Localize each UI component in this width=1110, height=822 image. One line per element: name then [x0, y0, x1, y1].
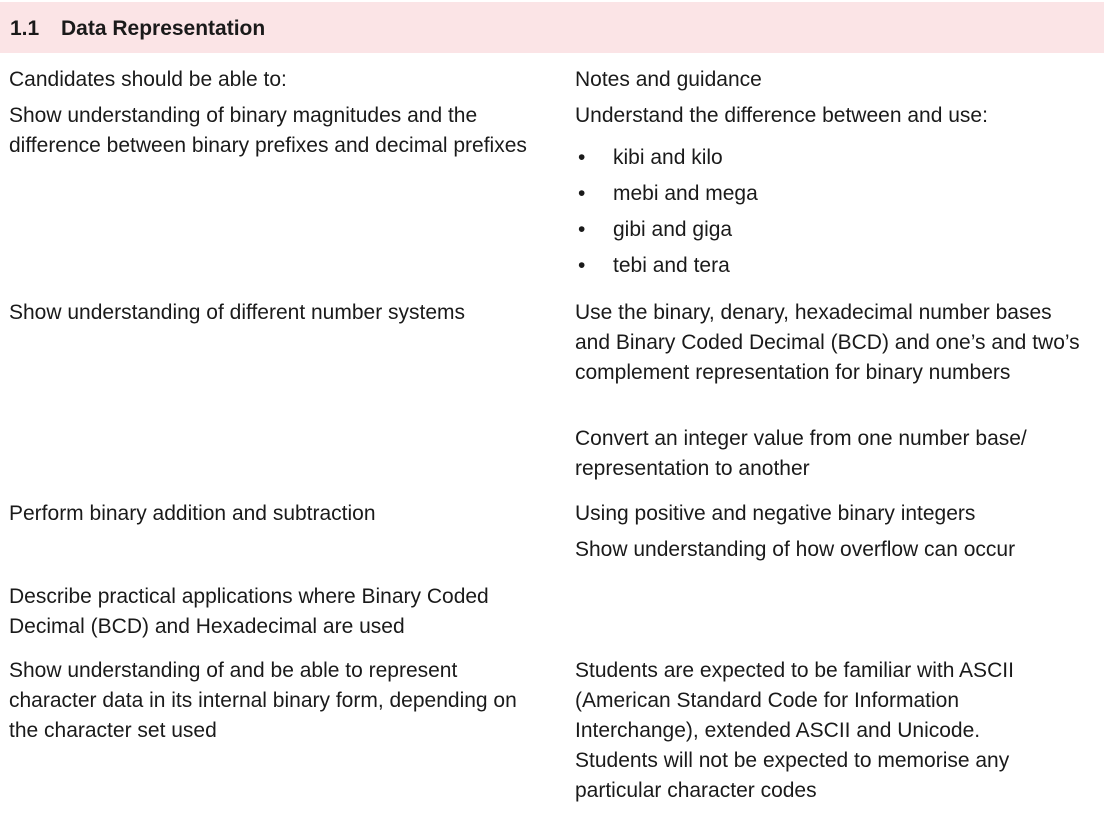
prefix-bullet-list — [575, 143, 758, 287]
section-number: 1.1 — [10, 17, 40, 40]
objective-binary-magnitudes: Show understanding of binary magnitudes and the difference between binary prefixes and decimal prefixes — [9, 104, 527, 157]
objective-bcd-hex-applications: Describe practical applications where Binary Coded Decimal (BCD) and Hexadecimal are used — [9, 585, 489, 638]
left-column-header: Candidates should be able to: — [9, 68, 287, 91]
right-column-header: Notes and guidance — [575, 68, 762, 91]
objective-number-systems: Show understanding of different number systems — [9, 301, 466, 324]
bullet-icon: • — [578, 182, 586, 205]
guidance-convert-integer: Convert an integer value from one number base/ representation to another — [575, 427, 1027, 480]
guidance-overflow: Show understanding of how overflow can occur — [575, 538, 1016, 561]
guidance-ascii-unicode: Students are expected to be familiar with ASCII (American Standard Code for Information Interchange), extended ASCII and Unicode. Students will not be expected to memorise any particular character codes — [575, 659, 1014, 802]
objective-binary-addition: Perform binary addition and subtraction — [9, 502, 376, 525]
objective-character-data: Show understanding of and be able to represent character data in its internal binary form, depending on the character set used — [9, 659, 517, 742]
list-item: • tebi and tera — [575, 251, 758, 287]
list-item: • gibi and giga — [575, 215, 758, 251]
bullet-icon: • — [578, 146, 586, 169]
guidance-number-bases: Use the binary, denary, hexadecimal number bases and Binary Coded Decimal (BCD) and one’s and two’s complement representation for binary numbers — [575, 301, 1080, 384]
section-title: Data Representation — [61, 17, 266, 40]
bullet-icon: • — [578, 254, 586, 277]
guidance-prefixes-intro: Understand the difference between and use: — [575, 104, 988, 127]
section-header — [0, 2, 1104, 53]
bullet-icon: • — [578, 218, 586, 241]
list-item: • kibi and kilo — [575, 143, 758, 179]
guidance-positive-negative: Using positive and negative binary integers — [575, 502, 976, 525]
list-item: • mebi and mega — [575, 179, 758, 215]
